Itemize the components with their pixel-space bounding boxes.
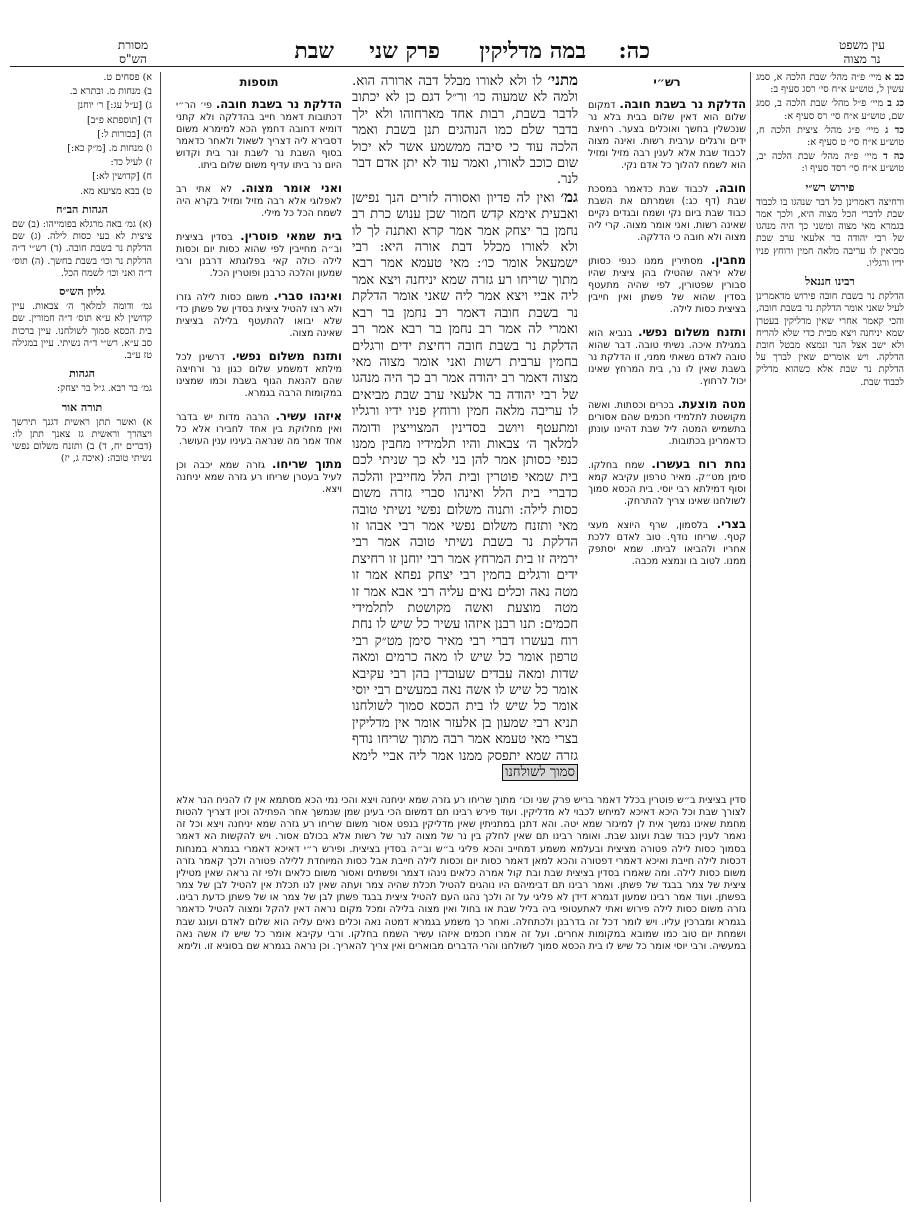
torah-or-heading: תורה אור <box>61 400 103 414</box>
rashi-dibur-hamatchil: ותזנח משלום נפשי. <box>638 324 746 339</box>
ein-mishpat-item-text: מיי׳ פ״ל מהל׳ שבת הלכה ב, סמג שם, טוש״ע א״ח סי׳ רס סעיף א: <box>756 98 904 122</box>
tosafot-column <box>176 72 342 790</box>
ner-mitzvah-title: נר מצוה <box>843 52 881 66</box>
masoret-item: ב) מנחות מ. ובתרא ב. <box>69 86 152 98</box>
mishnah-block <box>352 72 578 189</box>
rashi-dibur-hamatchil: מטה מוצעת. <box>677 397 746 412</box>
masoret-label <box>98 38 168 66</box>
tosafot-block <box>176 350 342 400</box>
gemara-block <box>352 189 578 782</box>
ein-mishpat-item-label: כד ג <box>885 124 904 136</box>
ein-mishpat-item-text: מיי׳ פ״ה מהל׳ שבת הלכה א, סמג עשין ל, טוש״ע א״ח סי׳ רסג סעיף ב: <box>756 72 904 96</box>
ein-mishpat-item-label: כב א <box>884 72 904 83</box>
tosafot-block-text: בסדין בציצית וב״ה מחייבין לפי שהוא כסות יום וכסות לילה כולה קאי בפלוגתא דרבנן ורבי שמעון והלכה כרבנן ופוטרין הכל. <box>176 231 342 279</box>
gilyon-hashas-heading: גליון הש״ס <box>59 285 105 299</box>
shas-title: הש"ס <box>119 52 147 66</box>
masoret-item: ד) [תוספתא פ״ב] <box>87 114 152 126</box>
ein-mishpat-item <box>756 98 904 122</box>
tosafot-block <box>176 98 342 173</box>
rashi-block <box>588 398 746 448</box>
tosafot-block-text: פי׳ הר״י דכתובות דאמר חייב בהדלקה ולא קתני דומיא דחובה דחמץ הכא למימרא משום דסבירא ליה דצריך לשאול ולאחר כדאמר בסוף השבת נר לשבת ונר בית וקדוש היום נר ביתו עדיף משום שלום ביתו. <box>176 99 342 172</box>
rashi-block <box>588 254 746 316</box>
boxed-phrase: סמוך לשולחנו <box>502 764 578 781</box>
tosafot-block-text: הרבה מדות יש בדבר ואין מחלוקת בין אחד לחבירו אלא כל אחד אמר מה שנראה בעיניו ענין העושר. <box>176 411 342 447</box>
tosafot-heading: תוספות <box>239 75 279 89</box>
ein-mishpat-item <box>756 151 904 175</box>
rashi-block <box>588 518 746 568</box>
gilyon-hashas-text: גמ׳ ודומה למלאך ה׳ צבאות. עיין קדושין לא ע״א תוס׳ ד״ה חמורין. שם בית הכסא סמוך לשולחנו. עיין ברכות סב ע״א. רש״י ד״ה נשיתי. עיין במגילה טז ע״ב. <box>12 301 152 362</box>
masoret-item: א) פסחים ט. <box>103 72 152 83</box>
header-center <box>270 34 650 68</box>
page-header <box>0 34 914 70</box>
masoret-title: מסורת <box>117 38 149 52</box>
rabbenu-chananel-heading: רבינו חננאל <box>805 275 855 289</box>
rashi-dibur-hamatchil: נחת רוח בעשרו. <box>651 457 746 471</box>
tosafot-dibur-hamatchil: איזהו עשיר. <box>275 408 342 423</box>
hagahot-heading: הגהות <box>69 367 95 381</box>
rashi-dibur-hamatchil: בצרי. <box>716 516 746 531</box>
ein-mishpat-label <box>822 38 902 66</box>
gemara-marker: גמ׳ <box>560 187 578 206</box>
tosafot-block <box>176 458 342 496</box>
tosafot-dibur-hamatchil: הדלקת נר בשבת חובה. <box>215 96 342 111</box>
rashi-block <box>588 182 746 244</box>
tosafot-block-text: לא אתי רב לאפלוגי אלא רבה מזיל ומזיל בקרא היה לשמח הכל כל מילי. <box>176 183 342 220</box>
ein-mishpat-item-text: מיי׳ פ״ה מהל׳ שבת הלכה יב, טוש״ע א״ח סי׳ רסד סעיף ו: <box>756 151 904 175</box>
bottom-commentary <box>176 795 746 1205</box>
tosafot-block <box>176 290 342 340</box>
hagahot-text: גמ׳ בר רבא. ג״ל בר יצחק: <box>56 383 152 395</box>
masoret-item: ג) [ע״ל עג:] ר׳ יוחנן <box>77 100 152 112</box>
hagahot-bach-text: (א) גמ׳ באה מרגלא בפומייהו: (ב) שם ציצית לא בעי כסות לילה. (ג) שם הדלקת נר בשבת חובה. (ד) רש״י ד״ה הדלקת נר וכו׳ בשבת בחשך. (ה) תוס׳ ד״ה ואני וכו׳ לשמח הכל. <box>12 219 152 279</box>
right-column-divider <box>750 72 751 1202</box>
rashi-dibur-hamatchil: הדלקת נר בשבת חובה. <box>619 96 746 111</box>
tosafot-block-text: גזרה שמא יכבה וכן לעיל בעטרן שריחו רע גזרה שמא יניחנה ויצא. <box>176 459 342 495</box>
tosafot-block <box>176 230 342 280</box>
left-column-divider <box>160 72 161 1202</box>
tosafot-block <box>176 182 342 220</box>
ein-mishpat-title: עין משפט <box>839 38 885 52</box>
mishnah-marker: מתני׳ <box>547 72 578 89</box>
rashi-block-text: דמקום שלום הוא דאין שלום בבית בלא נר שנכשלין בחשך ואוכלים בצער. רחיצת ידים ורגלים ערבית רשות. ואינה מצוה לכבוד שבת אלא לענין רבה מזיל ומזיל הוא לשמח להלוך כל אדם נקי. <box>588 99 746 172</box>
rashi-block <box>588 98 746 173</box>
masoret-item: ט) בבא מציעא מא. <box>80 185 152 197</box>
hagahot-bach-heading: הגהות הב״ח <box>56 202 108 216</box>
masoret-column <box>12 72 152 862</box>
ein-mishpat-item-label: כג ב <box>887 98 904 110</box>
bottom-commentary-text: סדין בציצית ב״ש פוטרין בכלל דאמר בריש פרק שני וכו׳ מתוך שריחו רע גזרה שמא יניחנה ויצא והכי נמי הכא מסתמא אין לו להניח הנר אלא לצורך שבת וכל היכא דאיכא למיחש לכבוי לא מדליקין. ועוד פירש רבינו תם דמשום הכי בעינן שמן שנמשך אחר הפתילה וכיון דצריך להטות מחמת שאינו נמשך אית לן למיגזר שמא יטה. והא דתנן במתניתין שאין מדליקין בנפט אסור משום שריחו רע גזרה שמא יניחנה ויצא וכל זה נאמר לענין כבוד שבת ועונג שבת. ואומר רבינו תם שאין לחלק בין נר של מצוה לנר של רשות אלא בכולם אסור. ויש להקשות הא דאמר בסמוך כסות לילה פטורה מציצית ובעלמא משמע דמחייב והכא פליגי ב״ש וב״ה בסדין בציצית. ופירש ר״י דאיכא דאמרי בגמרא במנחות דכסות לילה חייבת ואיכא דאמרי דפטורה והכא למאן דאמר כסות יום וכסות לילה חייבת אבל כסות המיוחדת ללילה פטורה ולכך קאמר גזרה משום כסות לילה. ומה שאמרו בסדין בציצית שבת ובת קול אמרה כלאים נינהו דצמר ופשתים ואסור משום כלאים ולפי זה נראה שאין מטילין ציצית של צמר בבגד של פשתן. ואמר רבינו תם דבימיהם היו נוהגים להטיל תכלת שהיה צמר ועתה שאין לנו תכלת אין להטיל לבן של צמר בפשתן. ועוד אמר רבינו שמעון דגמרא דידן לא פליגי על זה ולכך נהגו העם להטיל ציצית בבגד פשתן לבן של צמר או של פשתן כדעת רבינו. גזרה משום כסות לילה פירוש ואתי לאתעטופי ביה בליל שבת או בחול ואין מצוה בלילה ומכל מקום נראה דאין להקל ומצוה להטיל כדאמר בגמרא ומברכין עליו. ויש לומר דכל זה בדרבנן ולכתחלה. ואחר כך משמע בגמרא דמטה נאה וכלים נאים עליה הוא שלום לאדם ועונג שבת ושמחת יום טוב כמו שמובא במקומות אחרים. ועל זה אמרו חכמים איזהו עשיר השמח בחלקו. ורבי עקיבא אומר כל שיש לו אשה נאה במעשיה. ורבי יוסי אומר כל שיש לו בית הכסא סמוך לשולחנו והרי הדברים מבוארים ואין צריך להאריך. וכן נראה בגמרא שם בסוגיא זו. ולימא <box>176 795 746 952</box>
gemara-main-text: ואין לה פדיון ואסורה לזרים הנך נפישן ואבעית אימא קדש חמור שכן ענוש כרת רב נחמן בר יצחק אמר אמר קרא ואתנה לך לו ולא לאורו מכלל דבת אורה היא: רבי ישמעאל אומר כו׳: מאי טעמא אמר רבא מתוך שריחו רע גזרה שמא יניחנה ויצא אמר ליה אביי ויצא אמר ליה שאני אומר הדלקת נר בשבת חובה דאמר רב נחמן בר רבא ואמרי לה אמר רב נחמן בר רבא אמר רב הדלקת נר בשבת חובה רחיצת ידים ורגלים בחמין ערבית רשות ואני אומר מצוה מאי מצוה דאמר רב יהודה אמר רב כך היה מנהגו של רבי יהודה בר אלעאי ערב שבת מביאים לו עריבה מלאה חמין ורוחץ פניו ידיו ורגליו ומתעטף ויושב בסדינין המצוייצין ודומה למלאך ה׳ צבאות והיו תלמידיו מחבין ממנו כנפי כסותן אמר להן בני לא כך שניתי לכם בית שמאי פוטרין ובית הלל מחייבין והלכה כדברי בית הלל ואינהו סברי גזרה משום כסות לילה: ותנוה משלום נפשי נשיתי טובה מאי ותזנח משלום נפשי אמר רבי אבהו זו הדלקת נר בשבת נשיתי טובה אמר רבי ירמיה זו בית המרחץ אמר רבי יוחנן זו רחיצת ידים ורגלים בחמין רבי יצחק נפחא אמר זו מטה נאה וכלים נאים עליה רבי אבא אמר זו מטה מוצעת ואשה מקושטת לתלמידי חכמים: תנו רבנן איזהו עשיר כל שיש לו נחת רוח בעשרו דברי רבי מאיר סימן מט״ק רבי טרפון אומר כל שיש לו מאה כרמים ומאה שדות ומאה עבדים שעובדין בהן רבי עקיבא אומר כל שיש לו אשה נאה במעשים רבי יוסי אומר כל שיש לו בית הכסא סמוך לשולחנו תניא רבי שמעון בן אלעזר אומר אין מדליקין בצרי מאי טעמא אמר רבה מתוך שריחו נודף גזרה שמא יתפסק ממנו אמר ליה אביי לימא <box>352 190 578 764</box>
gemara-text <box>352 72 578 790</box>
tosafot-block-text: משום כסות לילה גזרו ולא רצו להטיל ציצית בסדין של פשתן כדי שלא יבואו להתעטף בלילה בציצית שאינה מצוה. <box>176 291 342 339</box>
masoret-item: ז) לעיל כד: <box>110 157 152 169</box>
ein-mishpat-item <box>756 125 904 149</box>
rashi-block-text: שמח בחלקו. סימן מט״ק. מאיר טרפון עקיבא קמא וסוף דמילתא רבי יוסי. בית הכסא סמוך לשולחנו שאינו צריך להתרחק. <box>588 460 746 508</box>
tosafot-dibur-hamatchil: ואני אומר מצוה. <box>241 180 342 195</box>
tosafot-block-text: דרשינן לכל מילתא דמשמע שלום כגון נר ורחיצה שהם להנאת הגוף בשבת וכמו שמצינו במקומות הרבה בגמרא. <box>176 351 342 399</box>
masechet-title: שבת <box>294 38 334 64</box>
ein-mishpat-item-text: מיי׳ פ״ג מהל׳ ציצית הלכה ח, טוש״ע א״ח סי׳ ט סעיף א: <box>756 124 904 149</box>
tosafot-dibur-hamatchil: ואינהו סברי. <box>273 288 342 303</box>
rashi-block-text: בכרים וכסתות. ואשה מקושטת לתלמידי חכמים שהם אסורים בתשמיש המטה ליל שבת דהיינו עונתן כדאמרינן בכתובות. <box>588 400 746 448</box>
rashi-block-text: בנביא הוא במגילת איכה. נשיתי טובה. דבר שהוא טובה לאדם נשאתי ממני, זו הדלקת נר בשבת שאין לו נר, בית המרחץ שאינו יכול לרחוץ. <box>588 327 746 388</box>
chapter-name: פרק שני <box>369 38 440 64</box>
rashi-column <box>588 72 746 790</box>
header-rule <box>10 66 904 67</box>
rashi-block <box>588 326 746 388</box>
rashi-block-text: לכבוד שבת כדאמר במסכת שבת (דף כג:) ושמרתם את השבת כבוד שבת ביום נקי ושמח ובגדים נקיים שאינה רשות. ואני אומר מצוה. קרי ליה מצוה ולא חובה כי הדלקה. <box>588 183 746 244</box>
tosafot-dibur-hamatchil: מתוך שריחו. <box>272 456 342 471</box>
rashi-dibur-hamatchil: חובה. <box>714 180 746 195</box>
daf-number: כה: <box>618 38 650 64</box>
tosafot-dibur-hamatchil: בית שמאי פוטרין. <box>240 228 342 243</box>
torah-or-text: א) ואשר תתן ראשית דגנך תירשך ויצהרך וראשית גז צאנך תתן לו: (דברים יח, ד) ב) ותזנח משלום נפשי נשיתי טובה: (איכה ג, יז) <box>12 416 152 465</box>
rashi-block-text: מסתירין ממנו כנפי כסותן שלא יראה שהטילו בהן ציצית שהיו סבורין שפטורין, לפי שהיה מתעטף בסדין שהוא של פשתן ואין חייבין בציצית כסות לילה. <box>588 255 746 316</box>
rabbenu-chananel-text: הדלקת נר בשבת חובה פירוש מדאמרינן לעיל שאני אומר הדלקת נר בשבת חובה, והכי קאמר אחרי שאין מדליקין בעטרן שמא יניחנה ויצא מבית כדי שלא להריח ולא ישב אצל הנר ונמצא מבטל חובת הדלקה. ויש אומרים שאין לברך על הדלקת נר שבת אלא כשהוא מדליק לכבוד שבת. <box>756 291 904 388</box>
ein-mishpat-item <box>756 72 904 96</box>
rashi-block <box>588 458 746 508</box>
rashi-heading: רש״י <box>653 75 681 89</box>
masoret-item: ו) מנחות מ. [מ״ק כא:] <box>67 143 152 155</box>
rashi-block-text: בלסמון, שרף היוצא מעצי קטף. שריחו נודף. טוב לאדם ללכת אחריו ולהביאו לביתו. שמא יסתפק ממנו. לטוב בו ונמצא מכבה. <box>588 519 746 568</box>
masoret-item: ה) [בכורות ל:] <box>97 128 152 140</box>
tosafot-dibur-hamatchil: ותזנח משלום נפשי. <box>231 348 342 363</box>
ein-mishpat-item-label: כה ד <box>883 151 904 163</box>
tractate-name: במה מדליקין <box>479 38 586 64</box>
tosafot-block <box>176 410 342 448</box>
rashi-dibur-hamatchil: מחבין. <box>711 252 746 267</box>
ein-mishpat-column <box>756 72 904 862</box>
mishnah-text: לו ולא לאורו מבלל דבה ארורה הוא. ולמה לא שמעוה כו׳ ור״ל דגם כן לא יכתוב לדבר בשבת, רבות אחד מארחוהו ולא ילך בדבר שלם כמו הנוהגים תנן בשבת ואמר הלכה עוד כי סיבה ממשמע אשר לא יכול שום כוכב לאורו, ואמר עוד לא יתן אדם דבר לנר. <box>352 74 578 188</box>
masoret-item: ח) [קדושין לא:] <box>92 171 152 183</box>
rishonim-heading: פירוש רש״י <box>805 180 855 194</box>
rishonim-text: ורחיצה דאמרינן כל דבר שנהגו בו לכבוד שבת לדברי הכל מצוה היא, ולכך אמר בגמרא מאי מצוה ומשני כך היה מנהגו של רבי יהודה בר אלעאי ערב שבת מביאין לו עריבה מלאה חמין ורוחץ פניו ידיו ורגליו. <box>756 196 904 269</box>
